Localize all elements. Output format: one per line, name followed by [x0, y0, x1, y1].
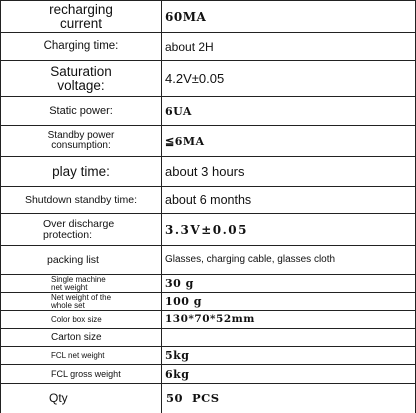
spec-value: 100 g — [162, 293, 416, 311]
spec-label — [1, 126, 162, 157]
spec-value: about 6 months — [162, 187, 416, 214]
spec-label — [1, 1, 162, 33]
table-row — [1, 187, 416, 214]
table-row — [1, 33, 416, 61]
spec-value: about 3 hours — [162, 157, 416, 187]
spec-label — [1, 157, 162, 187]
spec-label — [1, 187, 162, 214]
spec-label-line: Saturation — [50, 64, 112, 79]
table-row — [1, 293, 416, 311]
spec-label — [1, 214, 162, 246]
spec-label-line: net weight — [51, 282, 88, 292]
spec-value: 4.2V±0.05 — [162, 61, 416, 97]
table-row — [1, 126, 416, 157]
spec-value: 130*70*52mm — [162, 311, 416, 329]
spec-label-line: packing list — [47, 253, 99, 266]
spec-label-line: FCL net weight — [51, 350, 105, 360]
spec-value: 5kg — [162, 347, 416, 365]
spec-value: Glasses, charging cable, glasses cloth — [162, 246, 416, 275]
spec-label — [1, 293, 162, 311]
table-row — [1, 157, 416, 187]
spec-label-line: Over discharge — [43, 218, 115, 230]
spec-value: 30 g — [162, 275, 416, 293]
table-row — [1, 347, 416, 365]
table-row — [1, 365, 416, 384]
spec-label-line: Single machine — [51, 274, 106, 284]
spec-label-line: Charging time: — [43, 39, 119, 52]
spec-value: 6kg — [162, 365, 416, 384]
spec-label-line: voltage: — [57, 77, 105, 93]
spec-value: ≦6MA — [162, 126, 416, 157]
table-row — [1, 246, 416, 275]
spec-label — [1, 61, 162, 97]
spec-value — [162, 329, 416, 347]
spec-label — [1, 275, 162, 293]
spec-label-line: recharging — [49, 2, 113, 17]
spec-value: 6UA — [162, 97, 416, 126]
spec-label-line: Standby power — [47, 130, 115, 141]
spec-label-line: Qty — [49, 391, 68, 406]
spec-label-line: FCL gross weight — [51, 368, 121, 379]
spec-label-line: consumption: — [51, 140, 111, 151]
spec-value: 60MA — [162, 1, 416, 33]
spec-label-line: Carton size — [51, 331, 102, 343]
table-row — [1, 384, 416, 413]
spec-label — [1, 329, 162, 347]
table-row — [1, 311, 416, 329]
spec-label-line: Shutdown standby time: — [24, 193, 138, 206]
spec-label-line: Color box size — [51, 314, 102, 324]
spec-label-line: play time: — [52, 163, 110, 179]
spec-value: 3.3V±0.05 — [162, 214, 416, 246]
spec-label — [1, 97, 162, 126]
spec-value: 50 PCS — [162, 384, 416, 413]
table-row — [1, 275, 416, 293]
spec-value: about 2H — [162, 33, 416, 61]
spec-label — [1, 311, 162, 329]
table-row — [1, 1, 416, 33]
spec-label-line: Static power: — [49, 104, 113, 117]
spec-label — [1, 384, 162, 413]
table-row — [1, 97, 416, 126]
spec-label — [1, 347, 162, 365]
spec-label-line: whole set — [51, 300, 85, 310]
table-row — [1, 214, 416, 246]
spec-label-line: Net weight of the — [51, 292, 112, 302]
spec-label — [1, 246, 162, 275]
spec-label — [1, 33, 162, 61]
table-row — [1, 329, 416, 347]
spec-label-line: current — [59, 15, 103, 31]
spec-label-line: protection: — [43, 228, 93, 241]
table-row — [1, 61, 416, 97]
spec-label — [1, 365, 162, 384]
